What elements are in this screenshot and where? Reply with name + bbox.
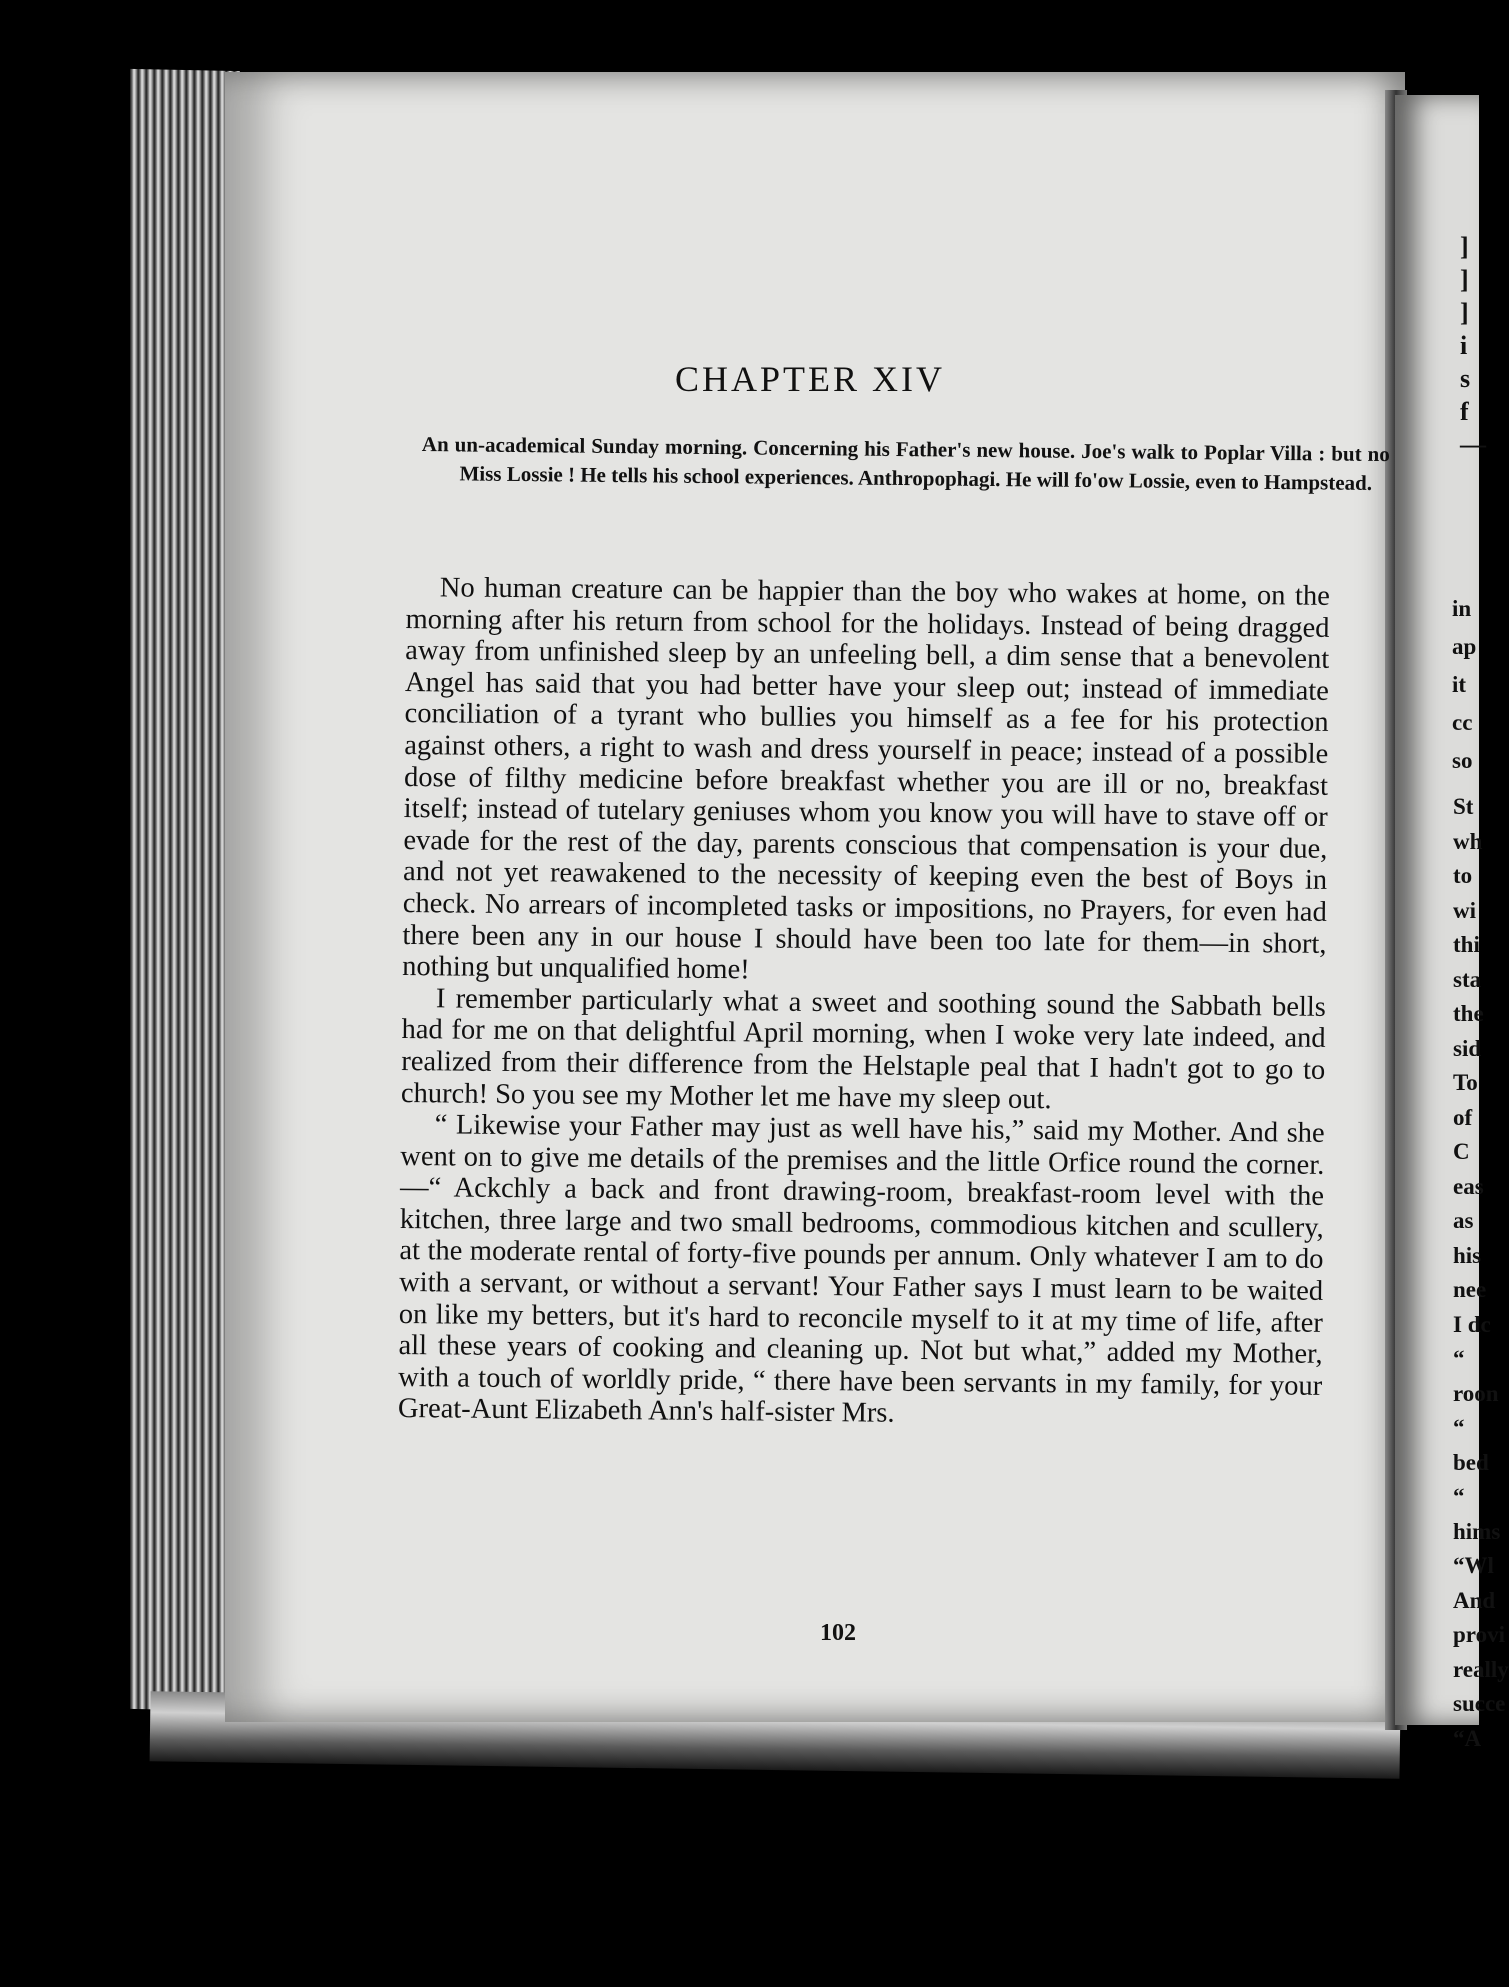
facing-line: thi bbox=[1453, 932, 1480, 957]
facing-page-middle-fragments bbox=[1452, 590, 1482, 780]
facing-line: “ bbox=[1453, 1415, 1465, 1440]
facing-line: “A bbox=[1453, 1725, 1482, 1751]
facing-line: to bbox=[1453, 863, 1473, 888]
facing-line: To bbox=[1453, 1070, 1478, 1095]
facing-line: as bbox=[1453, 1208, 1474, 1233]
paragraph: I remember particularly what a sweet and soothing sound the Sabbath bells had for me on that delightful April morning, when I woke very late indeed, and realized from their difference from the Helstaple peal that I hadn't got to go to church! So you see my Mother let me have my sleep out. bbox=[400, 983, 1327, 1115]
facing-line: roon bbox=[1453, 1380, 1499, 1406]
facing-line: of bbox=[1453, 1104, 1473, 1130]
facing-line: bed bbox=[1453, 1449, 1489, 1475]
facing-page-lower-fragments bbox=[1453, 790, 1509, 1756]
facing-line: provi bbox=[1453, 1622, 1505, 1647]
facing-line: “Wl bbox=[1453, 1553, 1494, 1578]
facing-line: St bbox=[1453, 794, 1474, 819]
facing-line: it bbox=[1452, 672, 1467, 697]
facing-line: f bbox=[1460, 397, 1469, 426]
book-page-edges bbox=[130, 69, 240, 1711]
facing-line: eas bbox=[1453, 1173, 1484, 1199]
facing-line: — bbox=[1460, 430, 1486, 459]
facing-line: And bbox=[1453, 1587, 1496, 1613]
chapter-summary: An un-academical Sunday morning. Concerning his Father's new house. Joe's walk to Poplar Villa : but no Miss Lossie ! He tells his school experiences. Anthropophagi. He will fo'ow Lossie, even to Hampstead. bbox=[421, 431, 1390, 495]
facing-line: sid bbox=[1453, 1035, 1482, 1061]
facing-line: “ bbox=[1453, 1346, 1465, 1371]
paragraph: “ Likewise your Father may just as well have his,” said my Mother. And she went on to give me details of the premises and the little Orfice round the corner.—“ Ackchly a back and front drawing-room, breakfast-room level with the kitchen, three large and two small bedrooms, commodious kitchen and scullery, at the moderate rental of forty-five pounds per annum. Only whatever I am to do with a servant, or without a servant! Your Father says I must learn to be waited on like my betters, but it's hard to reconcile myself to it at my time of life, after all these years of cooking and cleaning up. Not but what,” added my Mother, with a touch of worldly pride, “ there have been servants in my family, for your Great-Aunt Elizabeth Ann's half-sister Mrs. bbox=[397, 1109, 1325, 1430]
facing-line: his bbox=[1453, 1242, 1482, 1268]
page-number: 102 bbox=[820, 1620, 856, 1646]
facing-line: succe bbox=[1453, 1691, 1506, 1716]
facing-line: ] bbox=[1460, 298, 1469, 327]
facing-line: cc bbox=[1452, 710, 1473, 735]
facing-line: s bbox=[1460, 364, 1471, 393]
facing-line: hims bbox=[1453, 1518, 1501, 1544]
chapter-title: CHAPTER XIV bbox=[674, 359, 945, 399]
facing-line: so bbox=[1452, 748, 1473, 773]
facing-line: the bbox=[1453, 1001, 1484, 1026]
paragraph: No human creature can be happier than the boy who wakes at home, on the morning after his return from school for the holidays. Instead of being dragged away from unfinished sleep by an unfeeling bell, a dim sense that a benevolent Angel has said that you had better have your sleep out; instead of immediate conciliation of a tyrant who bullies you himself as a fee for his protection against others, a right to wash and dress yourself in peace; instead of a possible dose of filthy medicine before breakfast whether you are ill or no, breakfast itself; instead of tutelary geniuses whom you know you will have to stave off or evade for the rest of the day, parents conscious that compensation is your due, and not yet reawakened to the necessity of keeping even the best of Boys in check. No arrears of incompleted tasks or impositions, no Prayers, for even had there been any in our house I should have been too late for them—in short, nothing but unqualified home! bbox=[402, 572, 1330, 986]
facing-line: i bbox=[1460, 331, 1468, 360]
facing-line: I dc bbox=[1453, 1311, 1491, 1337]
facing-line: wh bbox=[1453, 828, 1483, 854]
facing-page-top-fragments bbox=[1460, 230, 1500, 461]
facing-line: in bbox=[1452, 596, 1472, 621]
facing-line: nee bbox=[1453, 1277, 1487, 1302]
facing-line: sta bbox=[1453, 966, 1482, 992]
facing-line: really bbox=[1453, 1656, 1509, 1682]
facing-line: ] bbox=[1460, 232, 1469, 261]
facing-line: C bbox=[1453, 1139, 1470, 1164]
facing-line: wi bbox=[1453, 897, 1476, 923]
facing-line: ] bbox=[1460, 265, 1469, 294]
facing-line: ap bbox=[1452, 634, 1477, 659]
chapter-body bbox=[398, 572, 1330, 1434]
facing-line: “ bbox=[1453, 1484, 1465, 1509]
